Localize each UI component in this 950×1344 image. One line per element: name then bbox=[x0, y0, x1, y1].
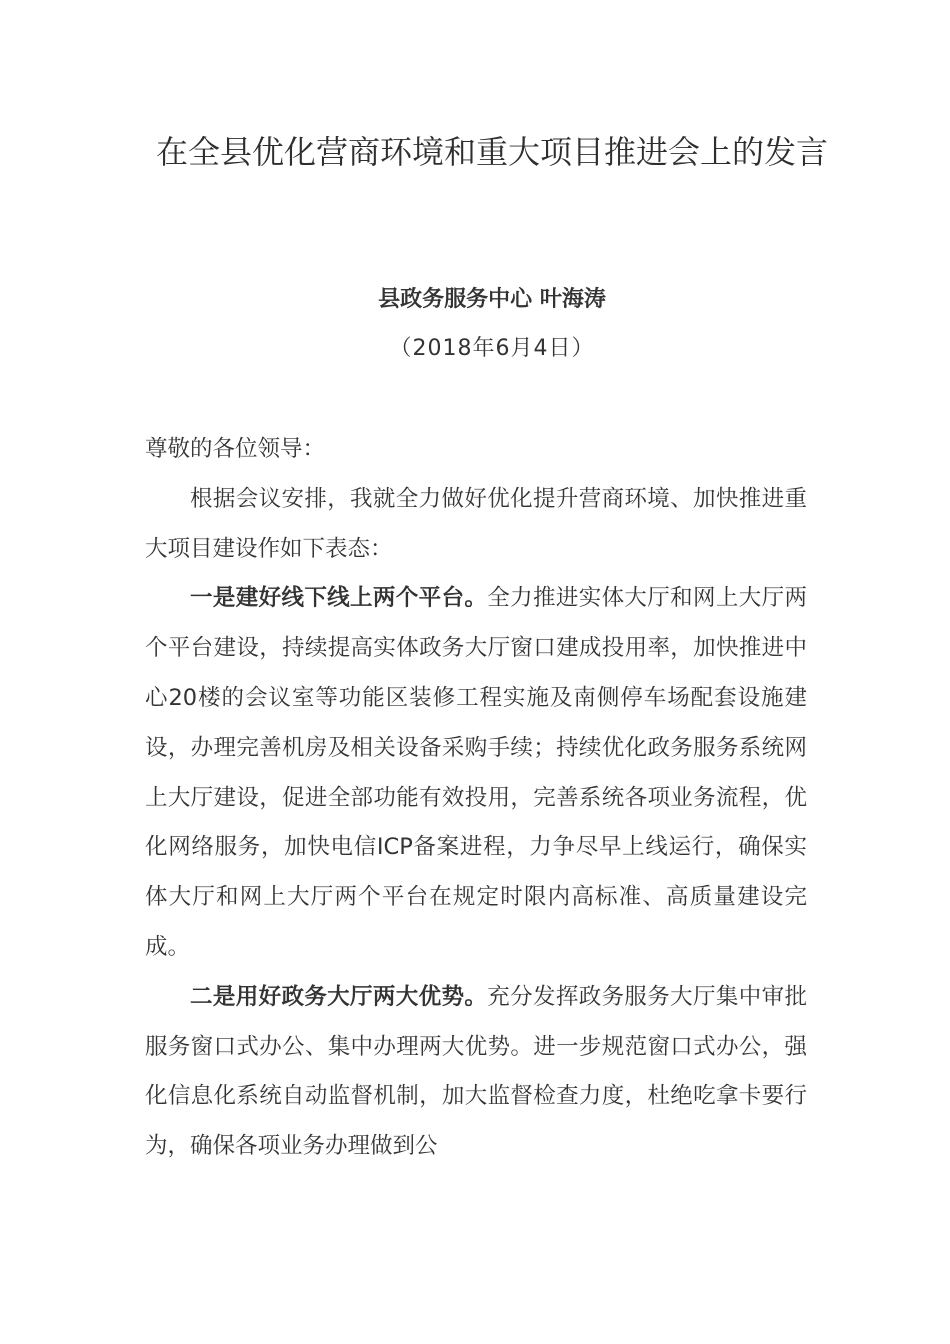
date-line: （2018年6月4日） bbox=[389, 336, 595, 361]
section-paragraph-2 bbox=[145, 973, 807, 1172]
document-title: 在全县优化营商环境和重大项目推进会上的发言 bbox=[155, 133, 828, 171]
section-lead-2: 二是用好政务大厅两大优势。 bbox=[190, 983, 488, 1010]
salutation: 尊敬的各位领导： bbox=[145, 436, 326, 462]
author-line: 县政务服务中心 叶海涛 bbox=[378, 287, 606, 312]
section-text-2: 充分发挥政务服务大厅集中审批服务窗口式办公、集中办理两大优势。进一步规范窗口式办公，强化信息化系统自动监督机制，加大监督检查力度，杜绝吃拿卡要行为，确保各项业务办理做到公 bbox=[145, 983, 807, 1160]
section-text-1: 全力推进实体大厅和网上大厅两个平台建设，持续提高实体政务大厅窗口建成投用率，加快推进中心20楼的会议室等功能区装修工程实施及南侧停车场配套设施建设，办理完善机房及相关设备采购手续；持续优化政务服务系统网上大厅建设，促进全部功能有效投用，完善系统各项业务流程，优化网络服务，加快电信ICP备案进程，力争尽早上线运行，确保实体大厅和网上大厅两个平台在规定时限内高标准、高质量建设完成。 bbox=[145, 585, 807, 960]
section-lead-1: 一是建好线下线上两个平台。 bbox=[190, 585, 488, 612]
document-body bbox=[145, 425, 807, 1172]
intro-paragraph: 根据会议安排，我就全力做好优化提升营商环境、加快推进重大项目建设作如下表态： bbox=[145, 485, 807, 562]
section-paragraph-1 bbox=[145, 574, 807, 972]
